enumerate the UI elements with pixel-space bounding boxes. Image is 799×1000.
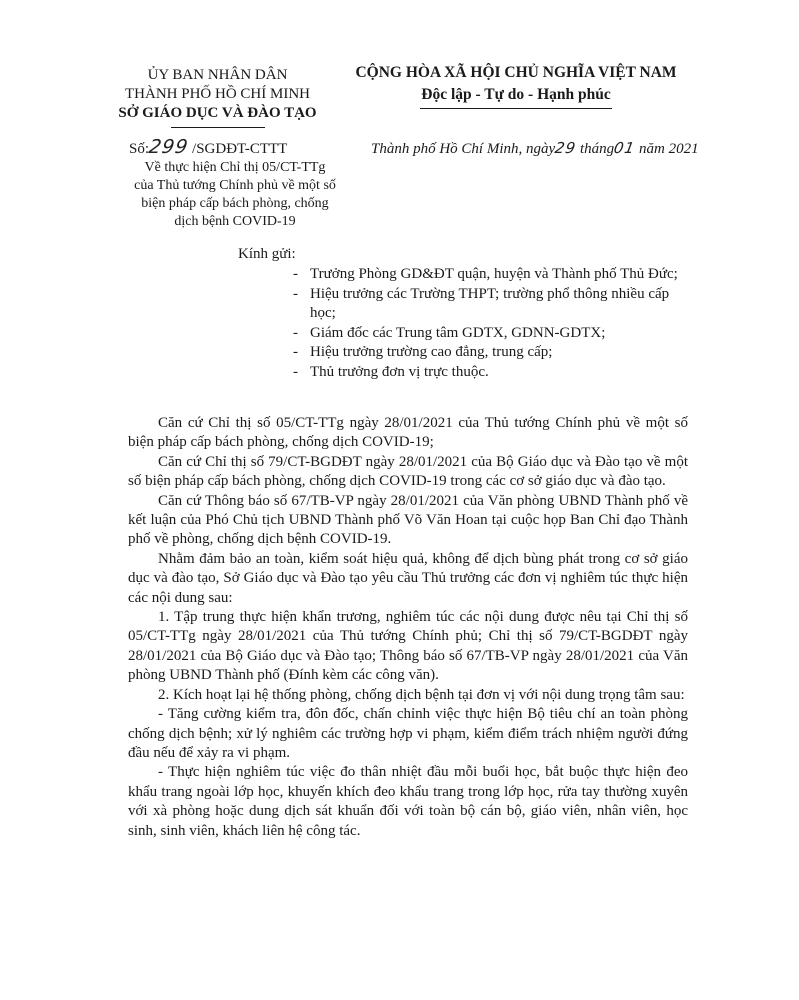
document-body: [128, 414, 688, 841]
body-paragraph: Căn cứ Thông báo số 67/TB-VP ngày 28/01/2021 của Văn phòng UBND Thành phố về kết luận của Phó Chủ tịch UBND Thành phố Võ Văn Hoan tại cuộc họp Ban Chỉ đạo Thành phố về phòng, chống dịch bệnh COVID-19.: [128, 492, 688, 548]
recipient-item: - Hiệu trưởng các Trường THPT; trường phổ thông nhiều cấp học;: [293, 285, 693, 324]
recipient-item: - Thủ trưởng đơn vị trực thuộc.: [293, 363, 693, 383]
document-number: [129, 136, 287, 158]
recipient-item: - Giám đốc các Trung tâm GDTX, GDNN-GDTX;: [293, 324, 693, 344]
motto: Độc lập - Tự do - Hạnh phúc: [421, 86, 611, 103]
doc-number-handwritten: 299: [147, 136, 191, 158]
body-paragraph: Căn cứ Chỉ thị số 79/CT-BGDĐT ngày 28/01/2021 của Bộ Giáo dục và Đào tạo về một số biện pháp cấp bách phòng, chống dịch COVID-19 trong các cơ sở giáo dục và đào tạo.: [128, 453, 688, 490]
doc-number-prefix: Số:: [129, 141, 150, 157]
date-month-handwritten: 01: [612, 139, 637, 157]
date-place: Thành phố Hồ Chí Minh, ngày: [371, 141, 556, 157]
document-subject: [100, 159, 370, 231]
agency-line-1: ỦY BAN NHÂN DÂN: [147, 67, 288, 83]
motto-underline: [420, 108, 612, 109]
subject-line: Về thực hiện Chỉ thị 05/CT-TTg: [144, 160, 326, 175]
body-paragraph: Căn cứ Chỉ thị số 05/CT-TTg ngày 28/01/2021 của Thủ tướng Chính phủ về một số biện pháp cấp bách phòng, chống dịch COVID-19;: [128, 415, 688, 451]
country-name: CỘNG HÒA XÃ HỘI CHỦ NGHĨA VIỆT NAM: [355, 64, 677, 81]
recipient-item: - Trưởng Phòng GD&ĐT quận, huyện và Thành phố Thủ Đức;: [293, 265, 693, 285]
body-paragraph: - Tăng cường kiểm tra, đôn đốc, chấn chỉnh việc thực hiện Bộ tiêu chí an toàn phòng chống dịch bệnh; xử lý nghiêm các trường hợp vi phạm, kiểm điểm trách nhiệm người đứng đầu nếu để xảy ra vi phạm.: [128, 706, 688, 761]
body-paragraph: Nhằm đảm bảo an toàn, kiểm soát hiệu quả, không để dịch bùng phát trong cơ sở giáo dục và đào tạo, Sở Giáo dục và Đào tạo yêu cầu Thủ trưởng các đơn vị nghiêm túc thực hiện các nội dung sau:: [128, 550, 688, 606]
subject-line: của Thủ tướng Chính phủ về một số: [134, 178, 336, 193]
subject-line: dịch bệnh COVID-19: [174, 214, 296, 229]
agency-line-2: THÀNH PHỐ HỒ CHÍ MINH: [125, 86, 310, 102]
date-month-label: tháng: [580, 141, 615, 157]
date-year: năm 2021: [639, 141, 699, 157]
greeting: Kính gửi:: [238, 246, 296, 262]
doc-number-suffix: /SGDĐT-CTTT: [192, 141, 288, 157]
recipient-item: - Hiệu trưởng trường cao đẳng, trung cấp;: [293, 343, 693, 363]
agency-line-3: SỞ GIÁO DỤC VÀ ĐÀO TẠO: [118, 105, 317, 121]
issuing-agency: [100, 66, 335, 128]
body-paragraph: 2. Kích hoạt lại hệ thống phòng, chống dịch bệnh tại đơn vị với nội dung trọng tâm sau:: [158, 686, 685, 703]
national-motto: [338, 62, 694, 109]
date-day-handwritten: 29: [553, 139, 578, 157]
date-line: [371, 139, 699, 158]
recipient-list: [293, 265, 693, 382]
body-paragraph: - Thực hiện nghiêm túc việc đo thân nhiệt đầu mỗi buổi học, bắt buộc thực hiện đeo khẩu trang ngoài lớp học, khuyến khích đeo khẩu trang trong lớp học, rửa tay thường xuyên với xà phòng hoặc dung dịch sát khuẩn đối với toàn bộ cán bộ, giáo viên, nhân viên, học sinh, sinh viên, khách liên hệ công tác.: [128, 764, 688, 839]
body-paragraph: 1. Tập trung thực hiện khẩn trương, nghiêm túc các nội dung được nêu tại Chỉ thị số 05/CT-TTg ngày 28/01/2021 của Thủ tướng Chính phủ; Chỉ thị số 79/CT-BGDĐT ngày 28/01/2021 của Bộ Giáo dục và Đào tạo; Thông báo số 67/TB-VP ngày 28/01/2021 của Văn phòng UBND Thành phố (Đính kèm các công văn).: [128, 609, 688, 684]
agency-underline: [171, 127, 265, 128]
subject-line: biện pháp cấp bách phòng, chống: [141, 196, 329, 211]
